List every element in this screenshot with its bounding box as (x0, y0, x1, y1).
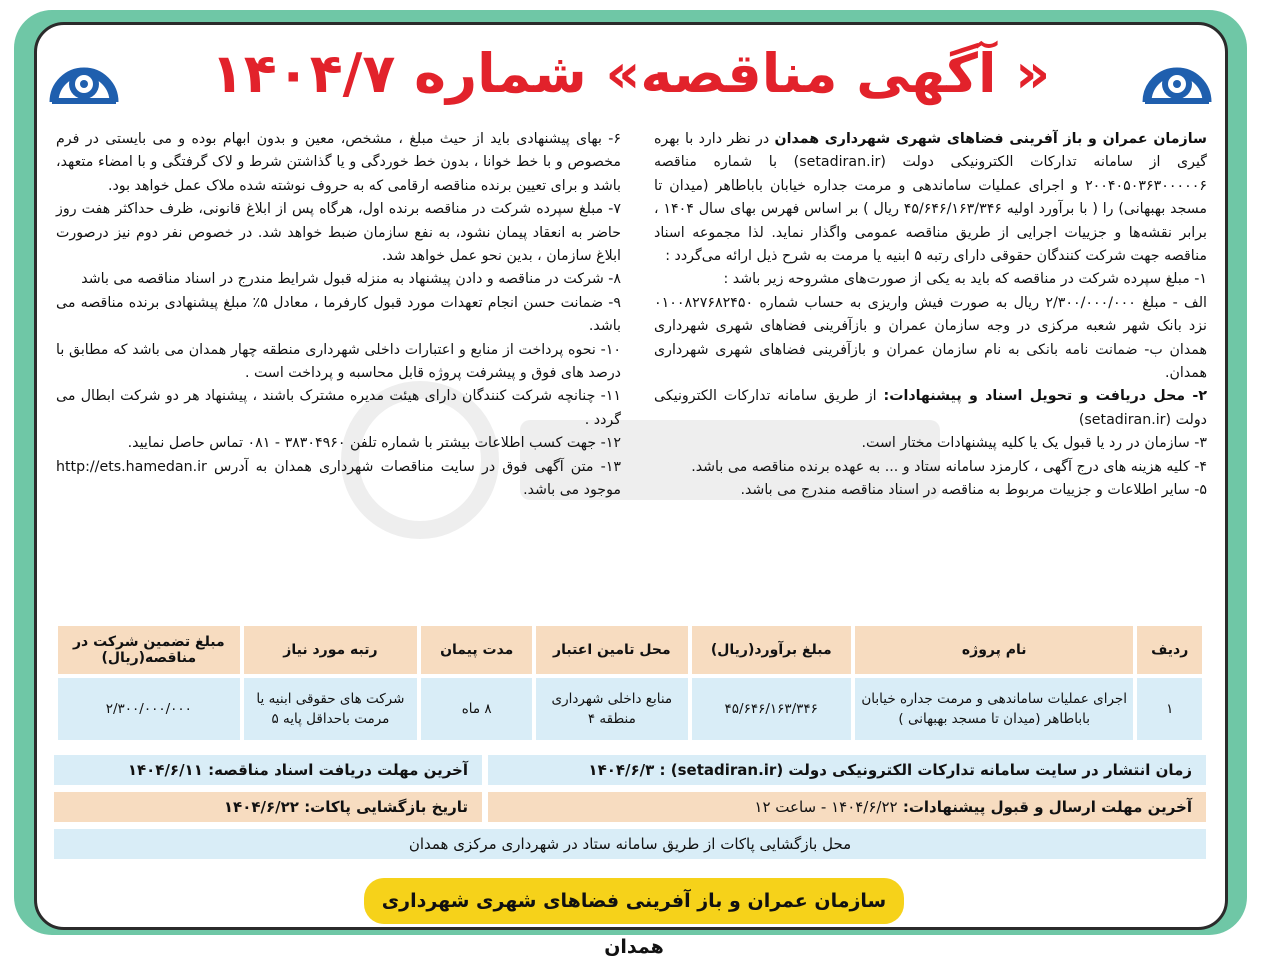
project-table (54, 622, 1206, 744)
clause-12: ۱۲- جهت کسب اطلاعات بیشتر با شماره تلفن ۳۸۳۰۴۹۶۰ - ۰۸۱ تماس حاصل نمایید. (127, 435, 621, 452)
opening-date-label: تاریخ بازگشایی پاکات: (304, 798, 468, 816)
table-row (58, 678, 1202, 740)
clause-5: ۵- سایر اطلاعات و جزییات مربوط به مناقصه در اسناد مناقصه مندرج می باشد. (740, 482, 1207, 499)
clause-10: ۱۰- نحوه پرداخت از منابع و اعتبارات داخلی شهرداری منطقه چهار همدان می باشد که مطابق با درصد های فوق و پیشرفت پروژه قابل محاسبه و پرداخت است . (56, 341, 621, 382)
clause-4: ۴- کلیه هزینه های درج آگهی ، کارمزد سامانه ستاد و ... به عهده برنده مناقصه می باشد. (691, 458, 1207, 475)
notice-body-left (56, 128, 621, 503)
table-header-cell: مبلغ برآورد(ریال) (692, 626, 851, 674)
municipality-emblem-icon (48, 46, 120, 106)
clause-3: ۳- سازمان در رد یا قبول یک یا کلیه پیشنهادات مختار است. (861, 435, 1207, 452)
organization-name: سازمان عمران و باز آفرینی فضاهای شهری شهرداری همدان (774, 131, 1207, 147)
submit-deadline-value: ۱۴۰۴/۶/۲۲ - ساعت ۱۲ (754, 798, 898, 816)
notice-body-right (654, 128, 1207, 503)
clause-13: ۱۳- متن آگهی فوق در سایت مناقصات شهرداری همدان به آدرس http://ets.hamedan.ir موجود می باشد. (56, 458, 621, 499)
clause-2-text: از طریق سامانه تدارکات الکترونیکی دولت (setadiran.ir) (654, 388, 1207, 428)
publish-date-box (488, 755, 1206, 785)
table-cell: ۸ ماه (421, 678, 532, 740)
clause-2-heading: ۲- محل دریافت و تحویل اسناد و پیشنهادات: (883, 388, 1207, 405)
table-cell: ۴۵/۶۴۶/۱۶۳/۳۴۶ (692, 678, 851, 740)
clause-9: ۹- ضمانت حسن انجام تعهدات مورد قبول کارفرما ، معادل ۵٪ مبلغ پیشنهادی برنده مناقصه می باشد. (56, 294, 621, 335)
table-header-cell: نام پروژه (855, 626, 1133, 674)
clause-2 (654, 385, 1207, 432)
opening-date-value: ۱۴۰۴/۶/۲۲ (223, 798, 299, 816)
intro-text: در نظر دارد با بهره گیری از سامانه تدارکات الکترونیکی دولت (setadiran.ir) با شماره مناقصه ۲۰۰۴۰۵۰۳۶۳۰۰۰۰۰۶ و اجرای عملیات ساماندهی و مرمت جداره خیابان باباطاهر (میدان تا مسجد بهبهانی) را ( با برآورد اولیه ۴۵/۶۴۶/۱۶۳/۳۴۶ ریال ) بر اساس فهرس بهای سال ۱۴۰۴ ، برابر نقشه‌ها و جزییات اجرایی از طریق مناقصه عمومی واگذار نماید. لذا مجموعه اسناد مناقصه جهت شرکت کنندگان حقوقی دارای رتبه ۵ ابنیه یا مرمت به شرح ذیل ارائه می‌گردد : (654, 131, 1207, 265)
table-cell: منابع داخلی شهرداری منطقه ۴ (536, 678, 687, 740)
page-title: « آگهی مناقصه» شماره ۱۴۰۴/۷ (210, 42, 1051, 105)
clause-8: ۸- شرکت در مناقصه و دادن پیشنهاد به منزله قبول شرایط مندرج در اسناد مناقصه می باشد (81, 271, 621, 288)
opening-place-box: محل بازگشایی پاکات از طریق سامانه ستاد در شهرداری مرکزی همدان (54, 829, 1206, 859)
opening-date-box (54, 792, 482, 822)
receive-deadline-label: آخرین مهلت دریافت اسناد مناقصه: (208, 761, 468, 779)
table-cell: شرکت های حقوقی ابنیه یا مرمت باحداقل پایه ۵ (244, 678, 418, 740)
publish-date-value: ۱۴۰۴/۶/۳ (588, 761, 655, 779)
table-header-cell: ردیف (1137, 626, 1202, 674)
table-header-cell: مدت پیمان (421, 626, 532, 674)
table-header-cell: محل تامین اعتبار (536, 626, 687, 674)
clause-11: ۱۱- چنانچه شرکت کنندگان دارای هیئت مدیره مشترک باشند ، پیشنهاد هر دو شرکت ابطال می گردد . (56, 388, 621, 428)
submit-deadline-box (488, 792, 1206, 822)
table-cell: اجرای عملیات ساماندهی و مرمت جداره خیابان باباطاهر (میدان تا مسجد بهبهانی ) (855, 678, 1133, 740)
intro-paragraph (654, 128, 1207, 268)
receive-deadline-box (54, 755, 482, 785)
clause-6: ۶- بهای پیشنهادی باید از حیث مبلغ ، مشخص، معین و بدون ابهام بوده و می بایستی در فرم مخصوص و با خط خوانا ، بدون خط خوردگی و یا گذاشتن شرط و لاک گرفتگی و با امضاء متعهد، باشد و برای تعیین برنده مناقصه ارقامی که به حروف نوشته شده ملاک عمل خواهد بود. (56, 131, 621, 194)
clause-1a: الف - مبلغ ۲/۳۰۰/۰۰۰/۰۰۰ ریال به صورت فیش واریزی به حساب شماره ۰۱۰۰۸۲۷۶۸۲۴۵۰ نزد بانک شهر شعبه مرکزی در وجه سازمان عمران و بازآفرینی فضاهای شهری شهرداری همدان ب- ضمانت نامه بانکی به نام سازمان عمران و بازآفرینی فضاهای شهری شهرداری همدان. (654, 294, 1207, 382)
table-cell: ۲/۳۰۰/۰۰۰/۰۰۰ (58, 678, 240, 740)
footer-organization-banner: سازمان عمران و باز آفرینی فضاهای شهری شهرداری همدان (364, 878, 904, 924)
submit-deadline-label: آخرین مهلت ارسال و قبول پیشنهادات: (902, 798, 1192, 816)
receive-deadline-value: ۱۴۰۴/۶/۱۱ (127, 761, 203, 779)
table-header-row (58, 626, 1202, 674)
publish-date-label: زمان انتشار در سایت سامانه تدارکات الکترونیکی دولت (setadiran.ir) : (659, 761, 1192, 779)
table-header-cell: مبلغ تضمین شرکت در مناقصه(ریال) (58, 626, 240, 674)
table-cell: ۱ (1137, 678, 1202, 740)
table-header-cell: رتبه مورد نیاز (244, 626, 418, 674)
municipality-emblem-icon (1141, 46, 1213, 106)
clause-1: ۱- مبلغ سپرده شرکت در مناقصه که باید به یکی از صورت‌های مشروحه زیر باشد : (723, 271, 1207, 288)
clause-7: ۷- مبلغ سپرده شرکت در مناقصه برنده اول، هرگاه پس از ابلاغ قانونی، ظرف حداکثر هفت روز حاضر به انعقاد پیمان نشود، به نفع سازمان ضبط خواهد شد. در خصوص نفر دوم نیز درصورت ابلاغ سازمان ، بدین نحو عمل خواهد شد. (56, 201, 621, 265)
